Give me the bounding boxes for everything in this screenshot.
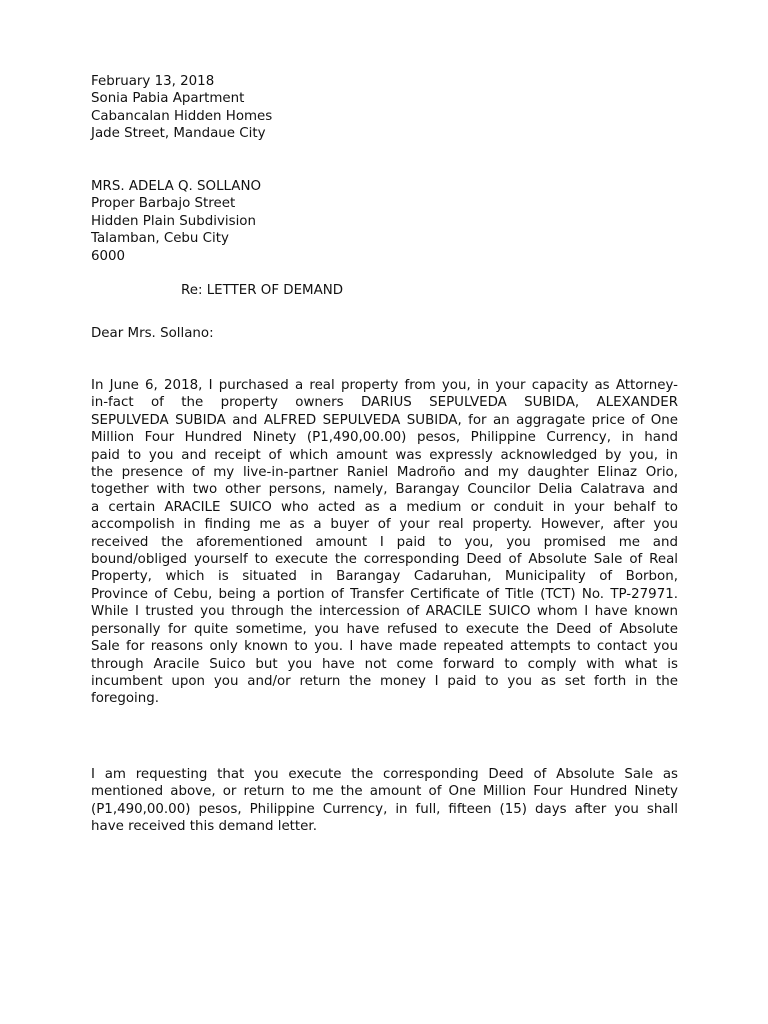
- paragraph-line: paid to you and receipt of which amount was expressly acknowledged by you, in: [91, 447, 678, 463]
- recipient-postal-code: 6000: [91, 248, 126, 264]
- letter-date: February 13, 2018: [91, 74, 215, 89]
- paragraph-line: received the aforementioned amount I paid to you, you promised me and: [91, 534, 678, 550]
- paragraph-line: Province of Cebu, being a portion of Transfer Certificate of Title (TCT) No. TP-27971.: [91, 586, 678, 602]
- paragraph-line: (P1,490,00.00) pesos, Philippine Currency, in full, fifteen (15) days after you shall: [91, 801, 678, 817]
- sender-address-line: Jade Street, Mandaue City: [91, 126, 266, 142]
- recipient-address-line: Hidden Plain Subdivision: [91, 213, 256, 229]
- sender-address-line: Cabancalan Hidden Homes: [91, 108, 273, 124]
- paragraph-line: bound/obliged yourself to execute the corresponding Deed of Absolute Sale of Real: [91, 552, 678, 568]
- paragraph-line: in-fact of the property owners DARIUS SEPULVEDA SUBIDA, ALEXANDER: [91, 395, 678, 411]
- paragraph-line: foregoing.: [91, 691, 160, 707]
- body-paragraph-1: [91, 377, 678, 708]
- paragraph-line: the presence of my live-in-partner Raniel Madroño and my daughter Elinaz Orio,: [91, 465, 678, 481]
- paragraph-line: through Aracile Suico but you have not come forward to comply with what is: [91, 656, 678, 672]
- recipient-address-block: [91, 178, 261, 265]
- paragraph-line: While I trusted you through the intercession of ARACILE SUICO whom I have known: [91, 604, 678, 620]
- sender-address-line: Sonia Pabia Apartment: [91, 91, 245, 107]
- paragraph-line: I am requesting that you execute the corresponding Deed of Absolute Sale as: [91, 767, 678, 782]
- paragraph-line: Sale for reasons only known to you. I have made repeated attempts to contact you: [91, 639, 678, 655]
- recipient-address-line: Proper Barbajo Street: [91, 196, 236, 212]
- subject-line: Re: LETTER OF DEMAND: [181, 283, 344, 298]
- paragraph-line: mentioned above, or return to me the amount of One Million Four Hundred Ninety: [91, 784, 678, 800]
- paragraph-line: together with two other persons, namely, Barangay Councilor Delia Calatrava and: [91, 482, 678, 498]
- recipient-name: MRS. ADELA Q. SOLLANO: [91, 179, 262, 194]
- paragraph-line: incumbent upon you and/or return the money I paid to you as set forth in the: [91, 673, 678, 689]
- salutation: Dear Mrs. Sollano:: [91, 326, 214, 341]
- paragraph-line: Property, which is situated in Barangay Cadaruhan, Municipality of Borbon,: [91, 569, 678, 585]
- paragraph-line: SEPULVEDA SUBIDA and ALFRED SEPULVEDA SUBIDA, for an aggragate price of One: [91, 412, 678, 428]
- body-paragraph-2: [91, 766, 678, 836]
- sender-address-block: [91, 73, 272, 143]
- paragraph-line: a certain ARACILE SUICO who acted as a medium or conduit in your behalf to: [91, 499, 678, 515]
- paragraph-line: have received this demand letter.: [91, 819, 317, 835]
- paragraph-line: Million Four Hundred Ninety (P1,490,00.00) pesos, Philippine Currency, in hand: [91, 430, 678, 446]
- paragraph-line: In June 6, 2018, I purchased a real property from you, in your capacity as Attorney-: [91, 378, 678, 393]
- paragraph-line: personally for quite sometime, you have refused to execute the Deed of Absolute: [91, 621, 678, 637]
- paragraph-line: accompolish in finding me as a buyer of your real property. However, after you: [91, 517, 678, 533]
- recipient-address-line: Talamban, Cebu City: [91, 231, 229, 247]
